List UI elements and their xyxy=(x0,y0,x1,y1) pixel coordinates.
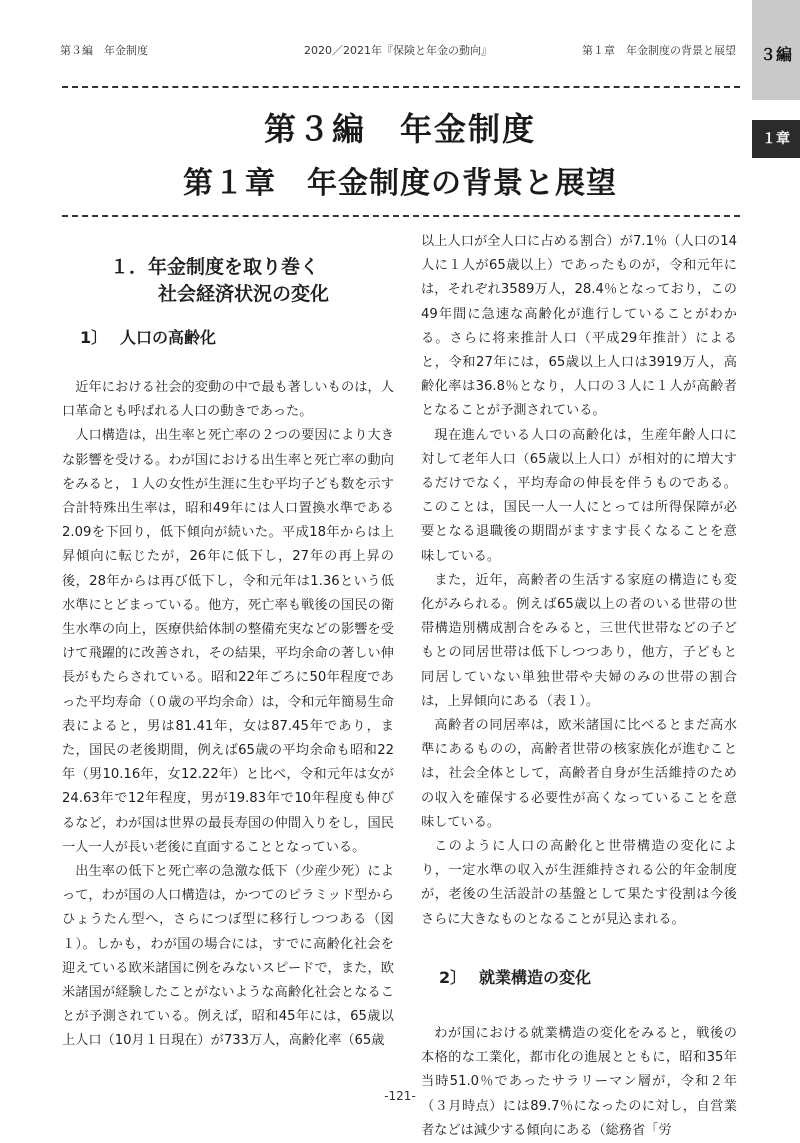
side-tab-part: ３編 xyxy=(752,0,800,100)
title-dashed-rule xyxy=(62,215,740,217)
header-publication-title: 2020／2021年『保険と年金の動向』 xyxy=(304,44,492,57)
paragraph: 近年における社会的変動の中で最も著しいものは，人口革命とも呼ばれる人口の動きであった。 xyxy=(62,380,394,420)
section-heading-line-1: １．年金制度を取り巻く xyxy=(110,256,320,278)
paragraph: 高齢者の同居率は，欧米諸国に比べるとまだ高水準にあるものの，高齢者世帯の核家族化が進むことは，社会全体として，高齢者自身が生活維持のための収入を確保する必要性が高くなっていることを意味している。 xyxy=(421,718,737,830)
subsection-title: 就業構造の変化 xyxy=(479,967,592,987)
paragraph: 出生率の低下と死亡率の急激な低下（少産少死）によって，わが国の人口構造は，かつてのピラミッド型からひょうたん型へ，さらにつぼ型に移行しつつある（図１）。しかも，わが国の場合には，すでに高齢化社会を迎えている欧米諸国に例をみないスピードで，また，欧米諸国が経験したことがないような高齢化社会となることが予測されている。例えば，昭和45年には，65歳以上人口（10月１日現在）が733万人，高齢化率（65歳 xyxy=(62,864,394,1049)
subsection-title: 人口の高齢化 xyxy=(120,328,217,347)
paragraph: 現在進んでいる人口の高齢化は，生産年齢人口に対して老年人口（65歳以上人口）が相対的に増大するだけでなく，平均寿命の伸長を伴うものである。このことは，国民一人一人にとっては所得保障が必要となる退職後の期間がますます長くなることを意味している。 xyxy=(421,427,737,564)
top-dashed-rule xyxy=(62,86,740,88)
side-tab-chapter: １章 xyxy=(752,120,800,158)
chapter-title: 第１章 年金制度の背景と展望 xyxy=(183,166,617,201)
subsection-number: 1〕 xyxy=(80,328,108,347)
subsection-heading-employment xyxy=(439,966,737,990)
left-column xyxy=(62,246,394,1054)
part-title: 第３編 年金制度 xyxy=(263,110,536,148)
page-number: -121- xyxy=(384,1089,416,1103)
right-column xyxy=(421,230,737,1143)
header-chapter-label: 第１章 年金制度の背景と展望 xyxy=(582,44,736,57)
section-heading-line-2: 社会経済状況の変化 xyxy=(158,283,330,305)
paragraph: また，近年，高齢者の生活する家庭の構造にも変化がみられる。例えば65歳以上の者のいる世帯の世帯構造別構成割合をみると，三世代世帯などの子どもとの同居世帯は低下しつつあり，他方，子どもと同居していない単独世帯や夫婦のみの世帯の割合は，上昇傾向にある（表１）。 xyxy=(421,572,737,709)
paragraph: わが国における就業構造の変化をみると，戦後の本格的な工業化，都市化の進展とともに，昭和35年当時51.0％であったサラリーマン層が，令和２年（３月時点）には89.7％になったのに対し，自営業者などは減少する傾向にある（総務省「労 xyxy=(421,1025,737,1138)
running-header xyxy=(60,42,736,62)
subsection-number: 2〕 xyxy=(439,967,467,987)
subsection-heading-aging xyxy=(80,326,394,350)
paragraph-continued: 以上人口が全人口に占める割合）が7.1％（人口の14人に１人が65歳以上）であったものが，令和元年には，それぞれ3589万人，28.4％となっており，この49年間に急速な高齢化が進行していることがわかる。さらに将来推計人口（平成29年推計）によると，令和27年には，65歳以上人口は3919万人，高齢化率は36.8％となり，人口の３人に１人が高齢者となることが予測されている。 xyxy=(421,234,737,419)
section-heading xyxy=(62,254,394,308)
paragraph: このように人口の高齢化と世帯構造の変化により，一定水準の収入が生涯維持される公的年金制度が，老後の生活設計の基盤として果たす役割は今後さらに大きなものとなることが見込まれる。 xyxy=(421,839,737,927)
paragraph: 人口構造は，出生率と死亡率の２つの要因により大きな影響を受ける。わが国における出生率と死亡率の動向をみると，１人の女性が生涯に生む平均子ども数を示す合計特殊出生率は，昭和49年には人口置換水準である2.09を下回り，低下傾向が続いた。平成18年からは上昇傾向に転じたが，26年に低下し，27年の再上昇の後，28年からは再び低下し，令和元年は1.36という低水準にとどまっている。他方，死亡率も戦後の国民の衛生水準の向上，医療供給体制の整備充実などの影響を受けて飛躍的に改善され，その結果，平均余命の著しい伸長がもたらされている。昭和22年ごろに50年程度であった平均寿命（０歳の平均余命）は，令和元年簡易生命表によると，男は81.41年，女は87.45年であり，また，国民の老後期間，例えば65歳の平均余命も昭和22年（男10.16年，女12.22年）と比べ，令和元年は女が24.63年で12年程度，男が19.83年で10年程度も伸びるなど，わが国は世界の最長寿国の仲間入りをし，国民一人一人が長い老後に直面することとなっている。 xyxy=(62,428,394,855)
header-part-label: 第３編 年金制度 xyxy=(60,44,148,57)
